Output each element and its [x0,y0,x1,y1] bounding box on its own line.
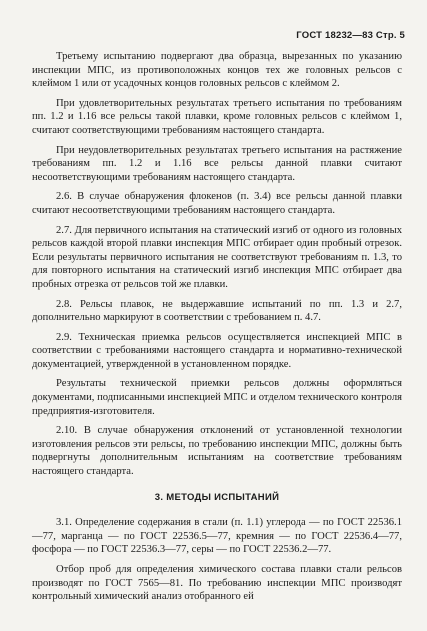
paragraph: Третьему испытанию подвергают два образца, вырезанных по указанию инспекции МПС, из противоположных концов тех же головных рельсов с клеймом 1 или от усадочных концов головных рельсов с клеймом 2. [32,51,402,90]
paragraph: 2.6. В случае обнаружения флокенов (п. 3.4) все рельсы данной плавки считают несоответствующими требованиям настоящего стандарта. [32,191,402,216]
paragraph: Результаты технической приемки рельсов должны оформляться документами, подписанными инспекцией МПС и отделом технического контроля предприятия-изготовителя. [32,378,402,417]
paragraph: При удовлетворительных результатах третьего испытания по требованиям пп. 1.2 и 1.16 все рельсы такой плавки, кроме головных рельсов с клеймом 1, считают соответствующими требованиям настоящего стандарта. [32,97,402,136]
paragraph: При неудовлетворительных результатах третьего испытания на растяжение требованиям пп. 1.2 и 1.16 все рельсы данной плавки считают несоответствующими требованиям настоящего стандарта. [32,144,402,183]
paragraph: 2.9. Техническая приемка рельсов осуществляется инспекцией МПС в соответствии с требованиями настоящего стандарта и нормативно-технической документацией, утвержденной в установленном порядке. [32,331,402,370]
section-title: 3. МЕТОДЫ ИСПЫТАНИЙ [154,491,280,503]
document-body [32,50,402,610]
paragraph: 2.8. Рельсы плавок, не выдержавшие испытаний по пп. 1.3 и 2.7, дополнительно маркируют в соответствии с требованием п. 4.7. [32,298,402,324]
page-header: ГОСТ 18232—83 Стр. 5 [296,30,405,41]
paragraph: 2.10. В случае обнаружения отклонений от установленной технологии изготовления рельсов эти рельсы, по требованию инспекции МПС, должны быть подвергнуты дополнительным испытаниям на соответствие требованиям настоящего стандарта. [32,425,402,478]
paragraph: Отбор проб для определения химического состава плавки стали рельсов производят по ГОСТ 7565—81. По требованию инспекции МПС производят контрольный химический анализ отобранного ей [32,564,402,603]
paragraph: 2.7. Для первичного испытания на статический изгиб от одного из головных рельсов каждой второй плавки инспекция МПС отбирает один пробный отрезок. Если результаты первичного испытания не соответствуют требованиям п. 1.3, то для повторного испытания на статический изгиб инспекция МПС отбирает два пробных отрезка от рельсов той же плавки. [32,224,402,290]
paragraph: 3.1. Определение содержания в стали (п. 1.1) углерода — по ГОСТ 22536.1—77, марганца — по ГОСТ 22536.5—77, кремния — по ГОСТ 22536.4—77, фосфора — по ГОСТ 22536.3—77, серы — по ГОСТ 22536.2—77. [32,517,402,556]
